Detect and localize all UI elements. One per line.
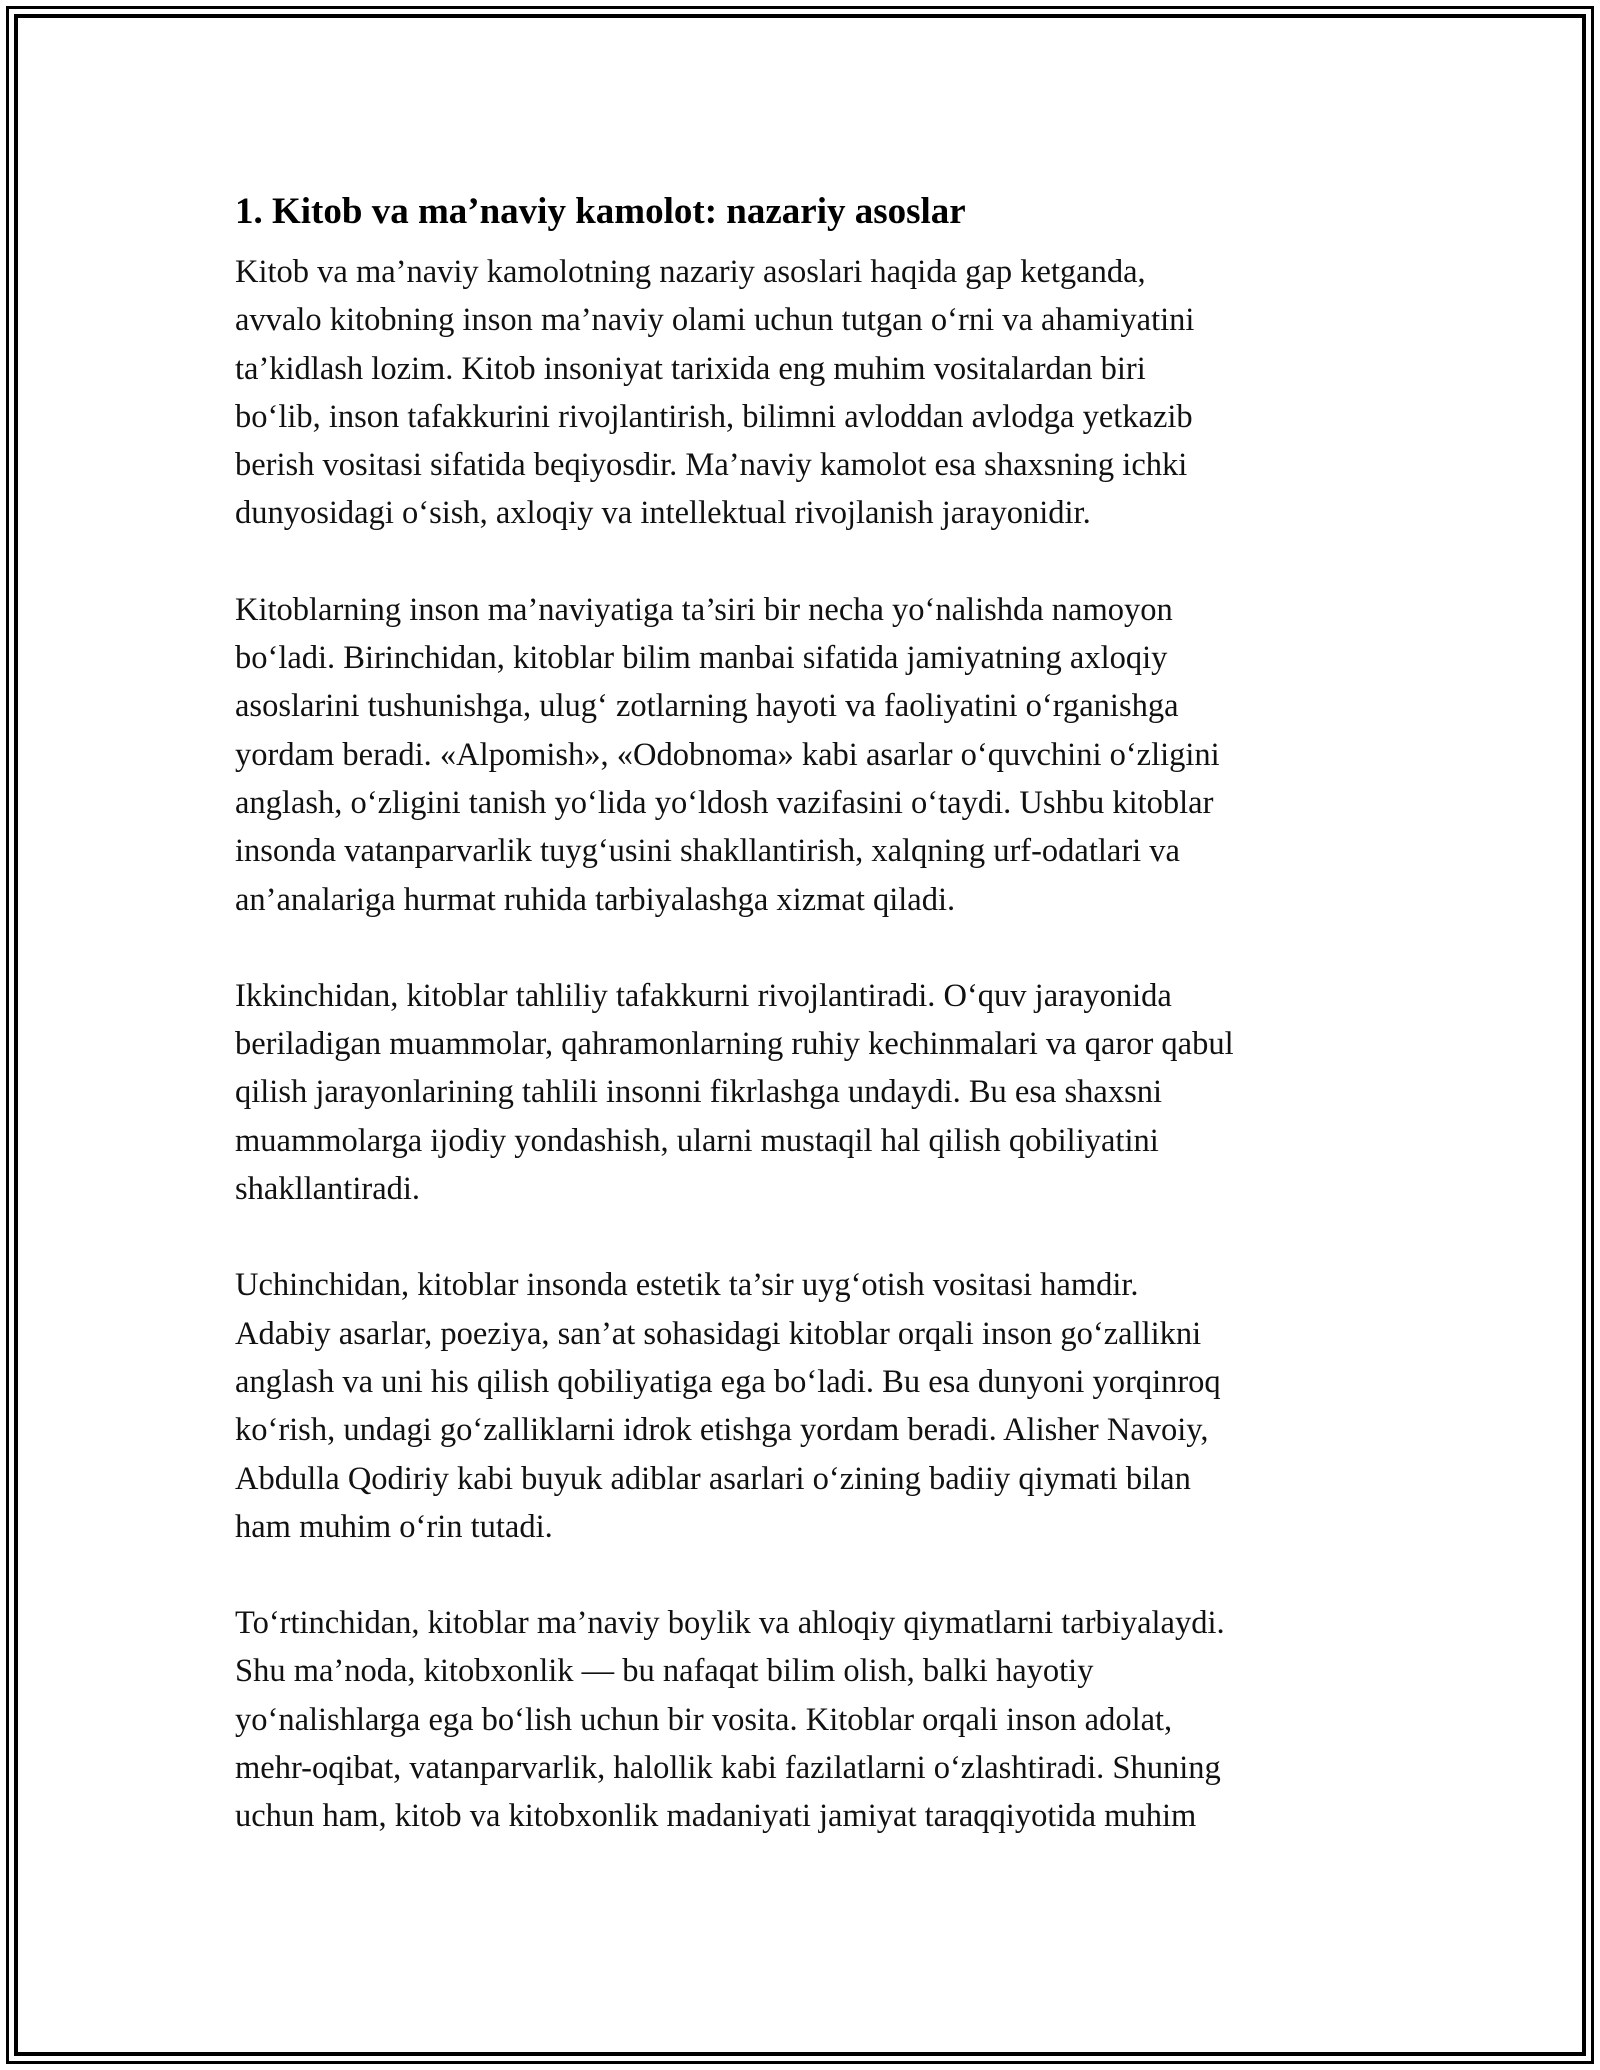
document-body [235, 186, 1375, 1889]
text-line: Abdulla Qodiriy kabi buyuk adiblar asarlari o‘zining badiiy qiymati bilan [235, 1460, 1191, 1497]
paragraph-2 [235, 586, 1375, 924]
text-line: avvalo kitobning inson ma’naviy olami uchun tutgan o‘rni va ahamiyatini [235, 302, 1195, 339]
text-line: Adabiy asarlar, poeziya, san’at sohasidagi kitoblar orqali inson go‘zallikni [235, 1315, 1202, 1352]
text-line: uchun ham, kitob va kitobxonlik madaniyati jamiyat taraqqiyotida muhim [235, 1798, 1197, 1835]
text-line: Kitoblarning inson ma’naviyatiga ta’siri bir necha yo‘nalishda namoyon [235, 591, 1173, 628]
text-line: ta’kidlash lozim. Kitob insoniyat tarixida eng muhim vositalardan biri [235, 350, 1146, 387]
text-line: qilish jarayonlarining tahlili insonni fikrlashga undaydi. Bu esa shaxsni [235, 1074, 1163, 1111]
text-line: Uchinchidan, kitoblar insonda estetik ta’sir uyg‘otish vositasi hamdir. [235, 1267, 1139, 1304]
text-line: insonda vatanparvarlik tuyg‘usini shakllantirish, xalqning urf-odatlari va [235, 833, 1180, 870]
text-line: an’analariga hurmat ruhida tarbiyalashga xizmat qiladi. [235, 881, 956, 918]
paragraph-4 [235, 1261, 1375, 1551]
text-line: To‘rtinchidan, kitoblar ma’naviy boylik va ahloqiy qiymatlarni tarbiyalaydi. [235, 1605, 1225, 1642]
text-line: ko‘rish, undagi go‘zalliklarni idrok etishga yordam beradi. Alisher Navoiy, [235, 1412, 1209, 1449]
text-line: Kitob va ma’naviy kamolotning nazariy asoslari haqida gap ketganda, [235, 254, 1146, 290]
text-line: yo‘nalishlarga ega bo‘lish uchun bir vosita. Kitoblar orqali inson adolat, [235, 1701, 1173, 1738]
paragraph-1 [235, 248, 1375, 538]
text-line: beriladigan muammolar, qahramonlarning ruhiy kechinmalari va qaror qabul [235, 1026, 1234, 1063]
text-line: Ikkinchidan, kitoblar tahliliy tafakkurni rivojlantiradi. O‘quv jarayonida [235, 977, 1172, 1014]
text-line: asoslarini tushunishga, ulug‘ zotlarning hayoti va faoliyatini o‘rganishga [235, 688, 1179, 725]
text-line: bo‘lib, inson tafakkurini rivojlantirish, bilimni avloddan avlodga yetkazib [235, 398, 1193, 435]
text-line: ham muhim o‘rin tutadi. [235, 1508, 553, 1545]
text-line: muammolarga ijodiy yondashish, ularni mustaqil hal qilish qobiliyatini [235, 1122, 1159, 1159]
text-line: dunyosidagi o‘sish, axloqiy va intellektual rivojlanish jarayonidir. [235, 495, 1091, 532]
text-line: bo‘ladi. Birinchidan, kitoblar bilim manbai sifatida jamiyatning axloqiy [235, 640, 1168, 677]
text-line: shakllantiradi. [235, 1171, 421, 1208]
text-line: Shu ma’noda, kitobxonlik — bu nafaqat bilim olish, balki hayotiy [235, 1653, 1094, 1690]
paragraph-5 [235, 1599, 1375, 1840]
text-line: anglash, o‘zligini tanish yo‘lida yo‘ldosh vazifasini o‘taydi. Ushbu kitoblar [235, 784, 1214, 821]
text-line: mehr-oqibat, vatanparvarlik, halollik kabi fazilatlarni o‘zlashtiradi. Shuning [235, 1750, 1221, 1787]
text-line: yordam beradi. «Alpomish», «Odobnoma» kabi asarlar o‘quvchini o‘zligini [235, 736, 1220, 773]
text-line: anglash va uni his qilish qobiliyatiga ega bo‘ladi. Bu esa dunyoni yorqinroq [235, 1363, 1221, 1400]
text-line: berish vositasi sifatida beqiyosdir. Ma’naviy kamolot esa shaxsning ichki [235, 447, 1188, 484]
section-heading: 1. Kitob va ma’naviy kamolot: nazariy asoslar [235, 191, 966, 232]
paragraph-3 [235, 972, 1375, 1213]
